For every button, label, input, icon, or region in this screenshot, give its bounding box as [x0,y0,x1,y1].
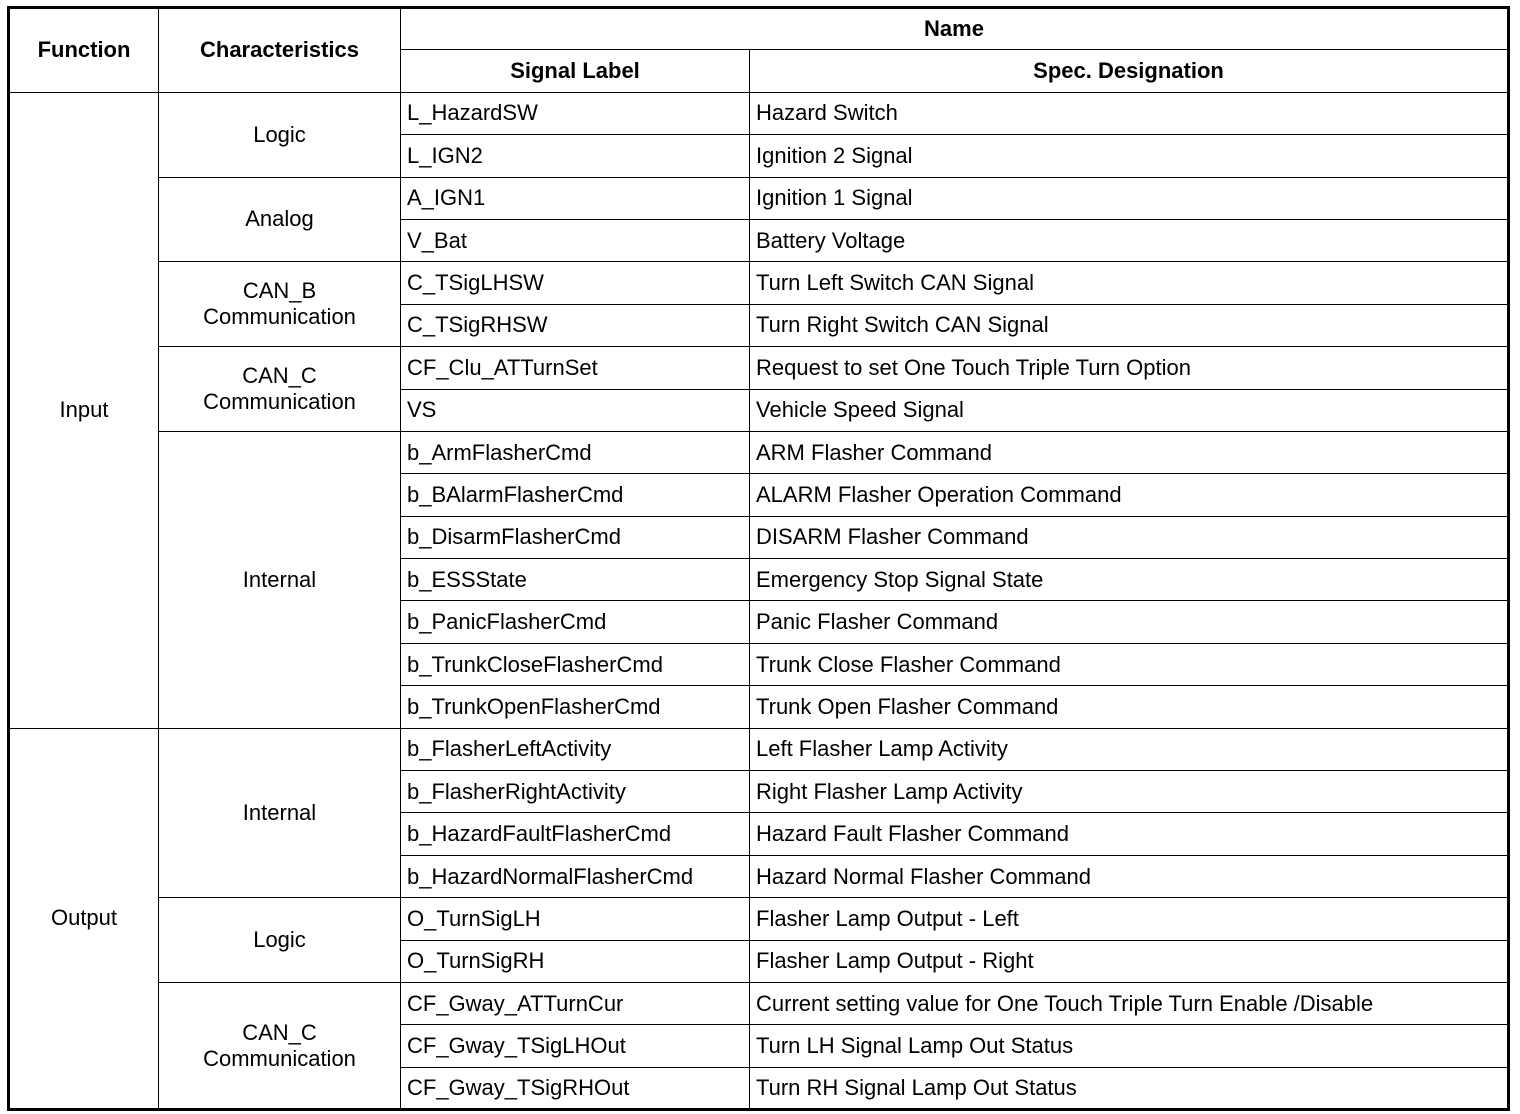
table-row [9,898,1509,940]
header-row [9,8,1509,50]
signal-label-cell: b_TrunkCloseFlasherCmd [401,643,750,685]
spec-designation-cell: Turn LH Signal Lamp Out Status [750,1025,1509,1067]
signal-label-cell: b_HazardNormalFlasherCmd [401,855,750,897]
signal-label-cell: b_FlasherLeftActivity [401,728,750,770]
spec-designation-cell: ARM Flasher Command [750,431,1509,473]
signal-label-cell: CF_Gway_TSigLHOut [401,1025,750,1067]
header-spec-designation: Spec. Designation [750,50,1509,92]
signal-label-cell: b_FlasherRightActivity [401,771,750,813]
spec-designation-cell: ALARM Flasher Operation Command [750,474,1509,516]
signal-label-cell: CF_Gway_TSigRHOut [401,1067,750,1109]
characteristic-line: Internal [242,566,317,592]
characteristic-cell [159,347,401,432]
table-row [9,728,1509,770]
spec-designation-cell: Left Flasher Lamp Activity [750,728,1509,770]
signal-label-cell: b_ArmFlasherCmd [401,431,750,473]
header-function: Function [9,8,159,93]
signal-label-cell: V_Bat [401,219,750,261]
characteristic-line: Analog [245,206,314,232]
characteristic-line: Communication [203,389,356,415]
spec-designation-cell: Turn RH Signal Lamp Out Status [750,1067,1509,1109]
signal-table [7,6,1510,1111]
spec-designation-cell: Turn Right Switch CAN Signal [750,304,1509,346]
table-row [9,431,1509,473]
function-cell: Output [9,728,159,1110]
characteristic-cell [159,262,401,347]
characteristic-cell [159,728,401,898]
spec-designation-cell: Flasher Lamp Output - Left [750,898,1509,940]
signal-label-cell: O_TurnSigLH [401,898,750,940]
table-row [9,982,1509,1024]
signal-label-cell: L_IGN2 [401,135,750,177]
signal-label-cell: b_TrunkOpenFlasherCmd [401,686,750,728]
spec-designation-cell: Panic Flasher Command [750,601,1509,643]
characteristic-cell [159,177,401,262]
characteristic-line: Logic [253,121,306,147]
spec-designation-cell: Turn Left Switch CAN Signal [750,262,1509,304]
spec-designation-cell: Hazard Fault Flasher Command [750,813,1509,855]
header-name: Name [401,8,1509,50]
spec-designation-cell: Emergency Stop Signal State [750,559,1509,601]
characteristic-line: Communication [203,1045,356,1071]
header-characteristics: Characteristics [159,8,401,93]
signal-label-cell: b_BAlarmFlasherCmd [401,474,750,516]
spec-designation-cell: Ignition 2 Signal [750,135,1509,177]
characteristic-line: CAN_C [242,363,317,389]
spec-designation-cell: Flasher Lamp Output - Right [750,940,1509,982]
table-row [9,177,1509,219]
signal-label-cell: CF_Gway_ATTurnCur [401,982,750,1024]
spec-designation-cell: Battery Voltage [750,219,1509,261]
table-row [9,92,1509,134]
table-row [9,262,1509,304]
signal-label-cell: b_HazardFaultFlasherCmd [401,813,750,855]
signal-label-cell: C_TSigLHSW [401,262,750,304]
signal-label-cell: L_HazardSW [401,92,750,134]
spec-designation-cell: Current setting value for One Touch Triple Turn Enable /Disable [750,982,1509,1024]
spec-designation-cell: Hazard Switch [750,92,1509,134]
table-body [9,92,1509,1109]
spec-designation-cell: Hazard Normal Flasher Command [750,855,1509,897]
characteristic-line: CAN_C [242,1019,317,1045]
signal-label-cell: b_DisarmFlasherCmd [401,516,750,558]
characteristic-cell [159,982,401,1109]
signal-label-cell: CF_Clu_ATTurnSet [401,347,750,389]
characteristic-cell [159,898,401,983]
function-cell: Input [9,92,159,728]
characteristic-cell [159,431,401,728]
spec-designation-cell: Trunk Close Flasher Command [750,643,1509,685]
characteristic-line: Internal [242,799,317,825]
spec-designation-cell: Request to set One Touch Triple Turn Option [750,347,1509,389]
signal-label-cell: A_IGN1 [401,177,750,219]
table-header [9,8,1509,93]
spec-designation-cell: DISARM Flasher Command [750,516,1509,558]
signal-label-cell: b_PanicFlasherCmd [401,601,750,643]
spec-designation-cell: Right Flasher Lamp Activity [750,771,1509,813]
signal-label-cell: VS [401,389,750,431]
spec-designation-cell: Vehicle Speed Signal [750,389,1509,431]
signal-label-cell: C_TSigRHSW [401,304,750,346]
spec-designation-cell: Ignition 1 Signal [750,177,1509,219]
signal-label-cell: b_ESSState [401,559,750,601]
table-row [9,347,1509,389]
signal-label-cell: O_TurnSigRH [401,940,750,982]
characteristic-line: Logic [253,927,306,953]
characteristic-line: CAN_B [242,278,317,304]
spec-designation-cell: Trunk Open Flasher Command [750,686,1509,728]
header-signal-label: Signal Label [401,50,750,92]
characteristic-line: Communication [203,304,356,330]
characteristic-cell [159,92,401,177]
